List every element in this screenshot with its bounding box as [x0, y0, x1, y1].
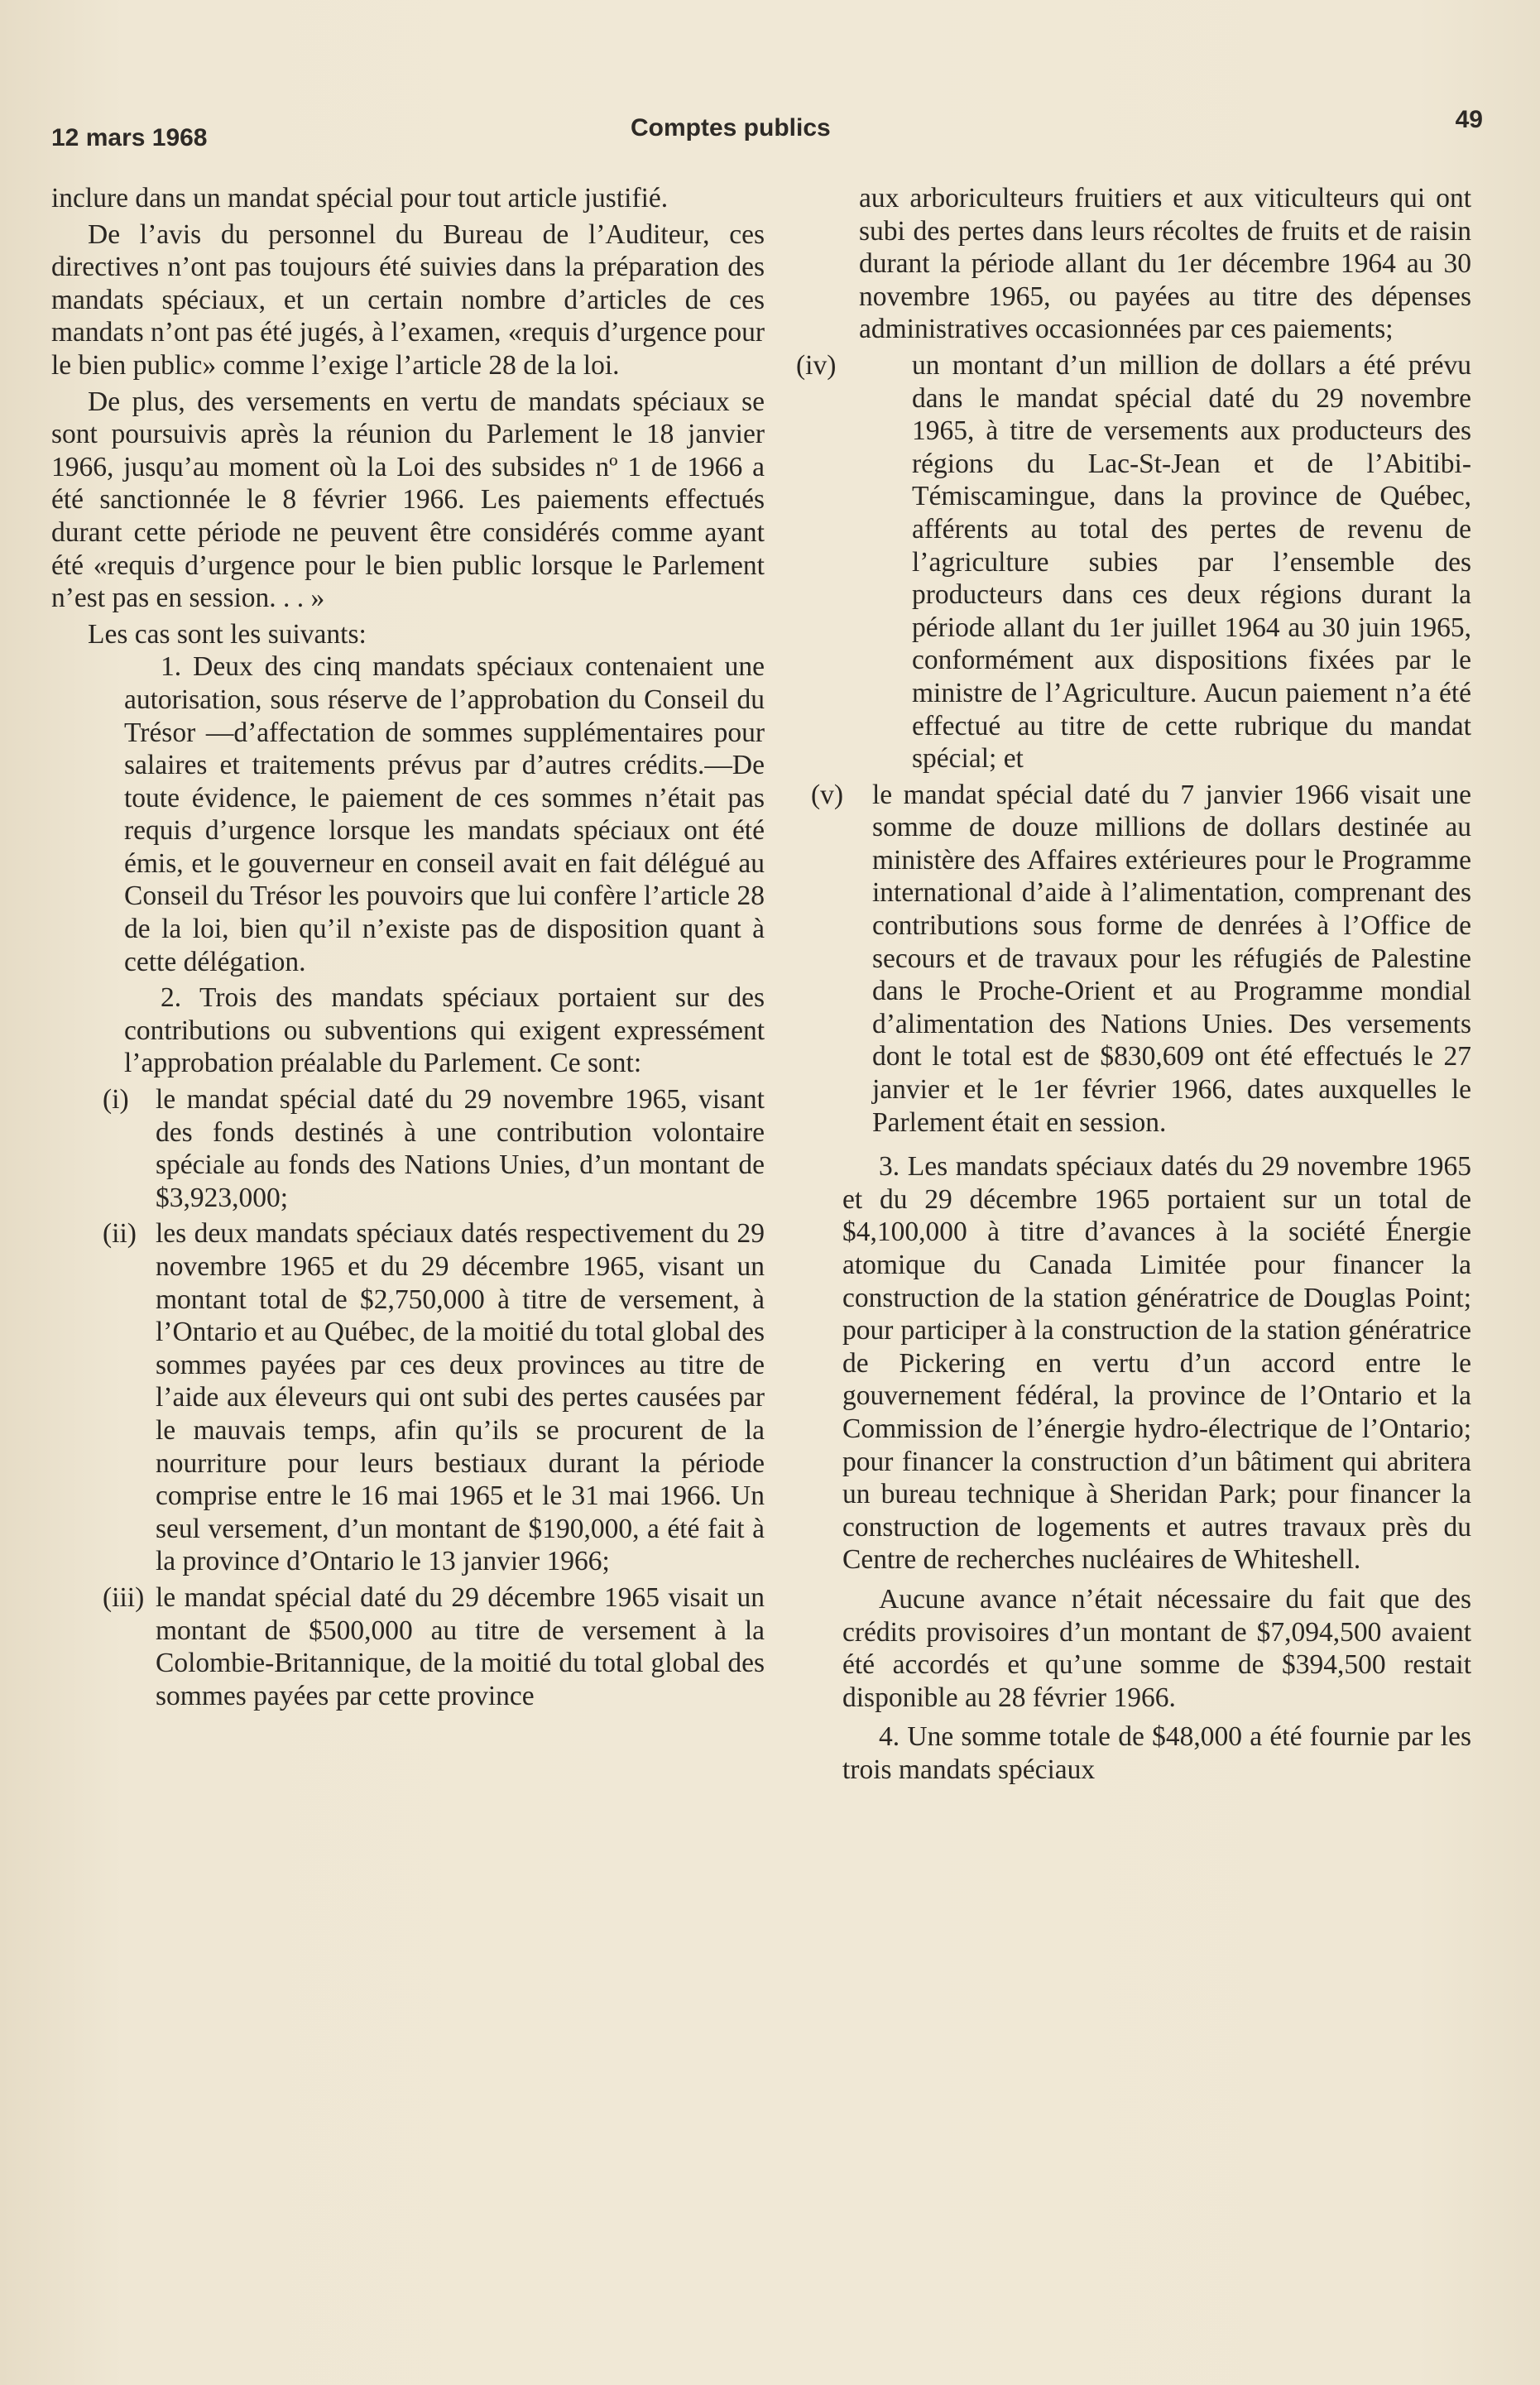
- numbered-paragraph: 1. Deux des cinq mandats spéciaux contenaient une autorisation, sous réserve de l’approbation du Conseil du Trésor —d’affectation de sommes supplémentaires pour salaires et traitements prévus par d’autres crédits.—De toute évidence, le paiement de ces sommes n’était pas requis d’urgence lorsque les mandats spéciaux ont été émis, et le gouverneur en conseil avait en fait délégué au Conseil du Trésor les pouvoirs que lui confère l’article 28 de la loi, bien qu’il n’existe pas de disposition quant à cette délégation.: [124, 651, 765, 977]
- item-label: (i): [103, 1084, 129, 1116]
- paragraph: Les cas sont les suivants:: [88, 618, 367, 650]
- paragraph: Aucune avance n’était nécessaire du fait que des crédits provisoires d’un montant de $7,094,500 avaient été accordés et qu’une somme de $394,500 restait disponible au 28 février 1966.: [842, 1583, 1471, 1713]
- header-date: 12 mars 1968: [51, 124, 208, 151]
- numbered-paragraph: 2. Trois des mandats spéciaux portaient sur des contributions ou subventions qui exigent expressément l’approbation préalable du Parlement. Ce sont:: [124, 982, 765, 1079]
- page-number: 49: [1455, 106, 1483, 133]
- numbered-paragraph: 4. Une somme totale de $48,000 a été fournie par les trois mandats spéciaux: [842, 1721, 1471, 1785]
- numbered-paragraph: 3. Les mandats spéciaux datés du 29 novembre 1965 et du 29 décembre 1965 portaient sur un total de $4,100,000 à titre d’avances à la société Énergie atomique du Canada Limitée pour financer la construction de la station génératrice de Douglas Point; pour participer à la construction de la station génératrice de Pickering en vertu d’un accord entre le gouvernement fédéral, la province de l’Ontario et la Commission de l’énergie hydro-électrique de l’Ontario; pour financer la construction d’un bâtiment qui abritera un bureau technique à Sheridan Park; pour financer la construction de logements et autres travaux près du Centre de recherches nucléaires de Whiteshell.: [842, 1151, 1471, 1576]
- item-text: le mandat spécial daté du 7 janvier 1966 visait une somme de douze millions de dollars destinée au ministère des Affaires extérieures pour le Programme international d’aide à l’alimentation, comprenant des contributions sous forme de denrées à l’Office de secours et de travaux pour les réfugiés de Palestine dans le Proche-Orient et au Programme mondial d’alimentation des Nations Unies. Des versements dont le total est de $830,609 ont été effectués le 27 janvier et le 1er février 1966, dates auxquelles le Parlement était en session.: [872, 779, 1471, 1138]
- header-title: Comptes publics: [631, 114, 831, 142]
- list-item: [796, 349, 1471, 775]
- item-label: (iii): [103, 1581, 145, 1613]
- left-column: [51, 182, 765, 1712]
- paragraph: De l’avis du personnel du Bureau de l’Auditeur, ces directives n’ont pas toujours été suivies dans la préparation des mandats spéciaux, et un certain nombre d’articles de ces mandats n’ont pas été jugés, à l’examen, «requis d’urgence pour le bien public» comme l’exige l’article 28 de la loi.: [51, 218, 765, 381]
- item-text: le mandat spécial daté du 29 décembre 1965 visait un montant de $500,000 au titre de versement à la Colombie-Britannique, de la moitié du total global des sommes payées par cette province: [156, 1581, 765, 1711]
- paragraph: De plus, des versements en vertu de mandats spéciaux se sont poursuivis après la réunion du Parlement le 18 janvier 1966, jusqu’au moment où la Loi des subsides nº 1 de 1966 a été sanctionnée le 8 février 1966. Les paiements effectués durant cette période ne peuvent être considérés comme ayant été «requis d’urgence pour le bien public lorsque le Parlement n’est pas en session. . . »: [51, 386, 765, 614]
- paragraph-continuation: aux arboriculteurs fruitiers et aux viticulteurs qui ont subi des pertes dans leurs récoltes de fruits et de raisin durant la période allant du 1er décembre 1964 au 30 novembre 1965, ou payées au titre des dépenses administratives occasionnées par ces paiements;: [859, 183, 1471, 345]
- item-label: (iv): [796, 349, 837, 381]
- list-item: [51, 1083, 765, 1214]
- list-item: [51, 1217, 765, 1578]
- item-text: le mandat spécial daté du 29 novembre 1965, visant des fonds destinés à une contribution volontaire spéciale au fonds des Nations Unies, d’un montant de $3,923,000;: [156, 1084, 765, 1213]
- list-item: [51, 1581, 765, 1712]
- item-label: (v): [811, 779, 844, 810]
- list-item: [811, 779, 1471, 1140]
- right-column: [796, 182, 1471, 1787]
- item-text: un montant d’un million de dollars a été prévu dans le mandat spécial daté du 29 novembre 1965, à titre de versements aux producteurs des régions du Lac-St-Jean et de l’Abitibi-Témiscamingue, dans la province de Québec, afférents au total des pertes de revenu de l’agriculture subies par l’ensemble des producteurs dans ces deux régions durant la période allant du 1er juillet 1964 au 30 juin 1965, conformément aux dispositions fixées par le ministre de l’Agriculture. Aucun paiement n’a été effectué au titre de cette rubrique du mandat spécial; et: [912, 349, 1471, 775]
- item-label: (ii): [103, 1218, 137, 1250]
- item-text: les deux mandats spéciaux datés respectivement du 29 novembre 1965 et du 29 décembre 1965, visant un montant total de $2,750,000 à titre de versement, à l’Ontario et au Québec, de la moitié du total global des sommes payées par ces deux provinces au titre de l’aide aux éleveurs qui ont subi des pertes causées par le mauvais temps, afin qu’ils se procurent de la nourriture pour leurs bestiaux durant la période comprise entre le 16 mai 1965 et le 31 mai 1966. Un seul versement, d’un montant de $190,000, a été fait à la province d’Ontario le 13 janvier 1966;: [156, 1218, 765, 1577]
- paragraph: inclure dans un mandat spécial pour tout article justifié.: [51, 183, 669, 214]
- page-header: [51, 106, 1483, 156]
